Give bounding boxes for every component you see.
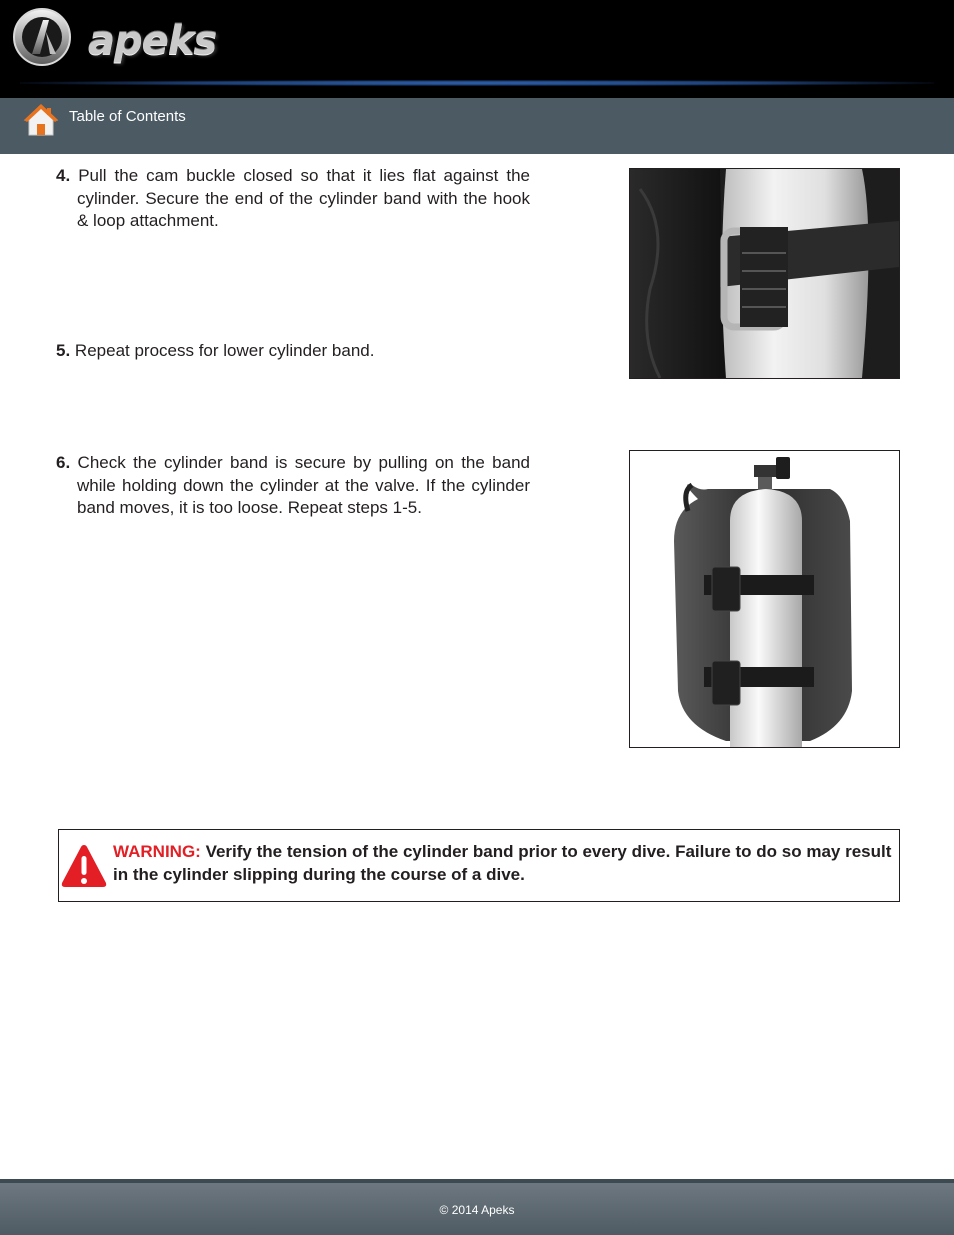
- step-number: 4.: [56, 166, 71, 185]
- warning-triangle-icon: [61, 843, 107, 889]
- nav-bar: [0, 98, 954, 154]
- home-icon[interactable]: [23, 103, 59, 137]
- step-text: Repeat process for lower cylinder band.: [74, 341, 375, 360]
- apeks-logo-mark: [10, 6, 82, 68]
- warning-text: [113, 841, 893, 886]
- header-glow-line: [20, 80, 934, 86]
- step-number: 6.: [56, 453, 71, 472]
- bcd-cylinder-illustration: [630, 451, 899, 747]
- step-number: 5.: [56, 341, 71, 360]
- warning-message: Verify the tension of the cylinder band prior to every dive. Failure to do so may result in the cylinder slipping during the course of a dive.: [113, 842, 892, 884]
- step-5: [56, 340, 530, 363]
- logo-wordmark: apeks: [88, 18, 217, 64]
- step-4: [56, 165, 530, 233]
- warning-label: WARNING:: [113, 842, 201, 861]
- footer-bar: [0, 1179, 954, 1235]
- cam-buckle-illustration: [630, 169, 899, 378]
- apeks-logo: [10, 6, 240, 68]
- bcd-cylinder-photo: [629, 450, 900, 748]
- warning-box: [58, 829, 900, 902]
- copyright-text: © 2014 Apeks: [439, 1203, 515, 1217]
- table-of-contents-link[interactable]: Table of Contents: [69, 108, 186, 125]
- header-bar: [0, 0, 954, 98]
- step-6: [56, 452, 530, 520]
- step-text: Pull the cam buckle closed so that it lies flat against the cylinder. Secure the end of the cylinder band with the hook & loop attachment.: [77, 166, 530, 230]
- cam-buckle-photo: [629, 168, 900, 379]
- step-text: Check the cylinder band is secure by pulling on the band while holding down the cylinder at the valve. If the cylinder band moves, it is too loose. Repeat steps 1-5.: [77, 453, 530, 517]
